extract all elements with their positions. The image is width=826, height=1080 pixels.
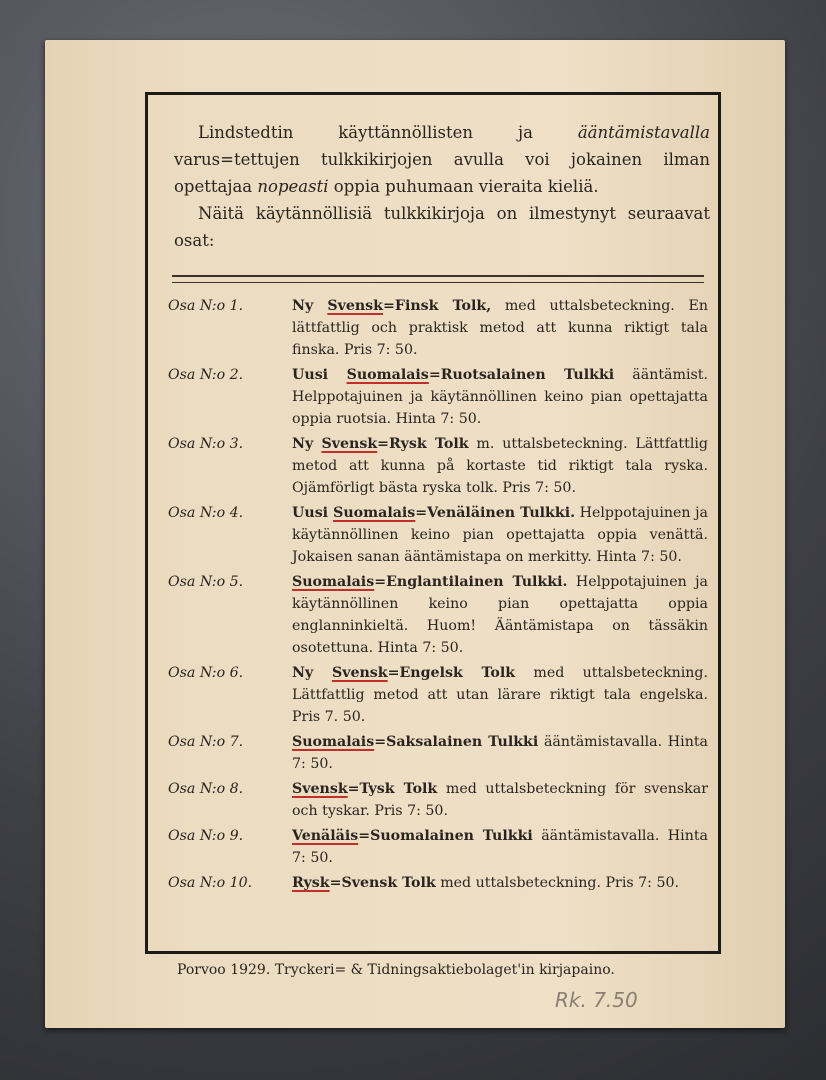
list-item xyxy=(168,872,708,894)
title-underlined: Suomalais xyxy=(292,574,375,590)
volume-number: Osa N:o 2. xyxy=(168,367,244,383)
volume-number: Osa N:o 6. xyxy=(168,665,244,681)
description-text: ääntämist. Helppotajuinen ja käytännöllinen keino pian opettajatta oppia ruotsia. Hinta 7: 50. xyxy=(292,367,708,427)
volume-description xyxy=(292,502,708,568)
title-underlined: Venäläis xyxy=(292,828,359,844)
volume-description xyxy=(292,778,708,822)
title-underlined: Svensk xyxy=(321,436,378,452)
description-text: Helppotajuinen ja käytännöllinen keino pian opettajatta oppia venättä. Jokaisen sanan ääntämistapa on merkitty. Hinta 7: 50. xyxy=(292,505,708,565)
list-item xyxy=(168,778,708,822)
title-prefix: Uusi xyxy=(292,505,334,521)
title-bold: =Ruotsalainen Tulkki xyxy=(428,367,615,383)
title-bold: =Engelsk Tolk xyxy=(387,665,516,681)
volume-description xyxy=(292,872,708,894)
intro-text-part: varus=tettujen tulkkikirjojen avulla voi jokainen ilman opettajaa xyxy=(174,150,710,196)
volume-number: Osa N:o 4. xyxy=(168,505,244,521)
volume-number: Osa N:o 8. xyxy=(168,781,244,797)
description-text: med uttalsbeteckning. En lättfattlig och praktisk metod att kunna riktigt tala finska. Pris 7: 50. xyxy=(292,298,708,358)
description-text: med uttalsbeteckning. Lättfattlig metod att utan lärare riktigt tala engelska. Pris 7. 50. xyxy=(292,665,708,725)
bordered-frame xyxy=(145,92,721,954)
intro-text-part: Lindstedtin käyttännöllisten ja xyxy=(198,123,578,142)
volume-description xyxy=(292,571,708,659)
title-bold: =Svensk Tolk xyxy=(329,875,436,891)
intro-text xyxy=(174,119,710,254)
title-underlined: Svensk xyxy=(292,781,348,797)
volume-description xyxy=(292,433,708,499)
description-text: m. uttalsbeteckning. Lättfattlig metod att kunna på kortaste tid riktigt tala ryska. Ojämförligt bästa ryska tolk. Pris 7: 50. xyxy=(292,436,708,496)
list-item xyxy=(168,295,708,361)
description-text: ääntämistavalla. Hinta 7: 50. xyxy=(292,828,708,866)
printer-footer: Porvoo 1929. Tryckeri= & Tidningsaktiebolaget'in kirjapaino. xyxy=(177,962,615,978)
title-underlined: Svensk xyxy=(331,665,388,681)
title-bold: =Finsk Tolk, xyxy=(383,298,492,314)
intro-paragraph-1 xyxy=(174,119,710,200)
volume-number: Osa N:o 10. xyxy=(168,875,253,891)
volume-description xyxy=(292,731,708,775)
description-text: med uttalsbeteckning för svenskar och tyskar. Pris 7: 50. xyxy=(292,781,709,819)
title-bold: =Saksalainen Tulkki xyxy=(374,734,539,750)
title-prefix: Ny xyxy=(292,665,332,681)
title-bold: =Tysk Tolk xyxy=(347,781,438,797)
title-bold: =Rysk Tolk xyxy=(377,436,469,452)
book-back-cover xyxy=(45,40,785,1028)
list-item xyxy=(168,571,708,659)
title-prefix: Ny xyxy=(292,436,322,452)
intro-italic: ääntämistavalla xyxy=(577,123,710,142)
volume-list xyxy=(168,295,708,897)
double-rule xyxy=(172,275,704,283)
title-underlined: Suomalais xyxy=(346,367,429,383)
intro-paragraph-2: Näitä käytännöllisiä tulkkikirjoja on ilmestynyt seuraavat osat: xyxy=(174,204,710,250)
list-item xyxy=(168,433,708,499)
title-underlined: Suomalais xyxy=(292,734,375,750)
title-underlined: Svensk xyxy=(327,298,383,314)
volume-number: Osa N:o 3. xyxy=(168,436,244,452)
list-item xyxy=(168,825,708,869)
list-item xyxy=(168,731,708,775)
volume-description xyxy=(292,364,708,430)
description-text: med uttalsbeteckning. Pris 7: 50. xyxy=(435,875,680,891)
volume-number: Osa N:o 7. xyxy=(168,734,244,750)
volume-number: Osa N:o 9. xyxy=(168,828,244,844)
volume-description xyxy=(292,662,708,728)
title-prefix: Ny xyxy=(292,298,328,314)
description-text: ääntämistavalla. Hinta 7: 50. xyxy=(292,734,708,772)
title-bold: =Venäläinen Tulkki. xyxy=(415,505,576,521)
description-text: Helppotajuinen ja käytännöllinen keino pian opettajatta oppia englanninkieltä. Huom! Ääntämistapa on tässäkin osotettuna. Hinta 7: 50. xyxy=(292,574,709,656)
list-item xyxy=(168,364,708,430)
volume-number: Osa N:o 1. xyxy=(168,298,244,314)
volume-description xyxy=(292,825,708,869)
title-underlined: Suomalais xyxy=(333,505,416,521)
intro-text-part: oppia puhumaan vieraita kieliä. xyxy=(328,177,599,196)
volume-description xyxy=(292,295,708,361)
volume-number: Osa N:o 5. xyxy=(168,574,244,590)
title-prefix: Uusi xyxy=(292,367,347,383)
list-item xyxy=(168,502,708,568)
intro-italic: nopeasti xyxy=(257,177,329,196)
list-item xyxy=(168,662,708,728)
title-bold: =Suomalainen Tulkki xyxy=(358,828,533,844)
handwritten-note: Rk. 7.50 xyxy=(555,988,638,1012)
title-bold: =Englantilainen Tulkki. xyxy=(374,574,568,590)
title-underlined: Rysk xyxy=(292,875,330,891)
